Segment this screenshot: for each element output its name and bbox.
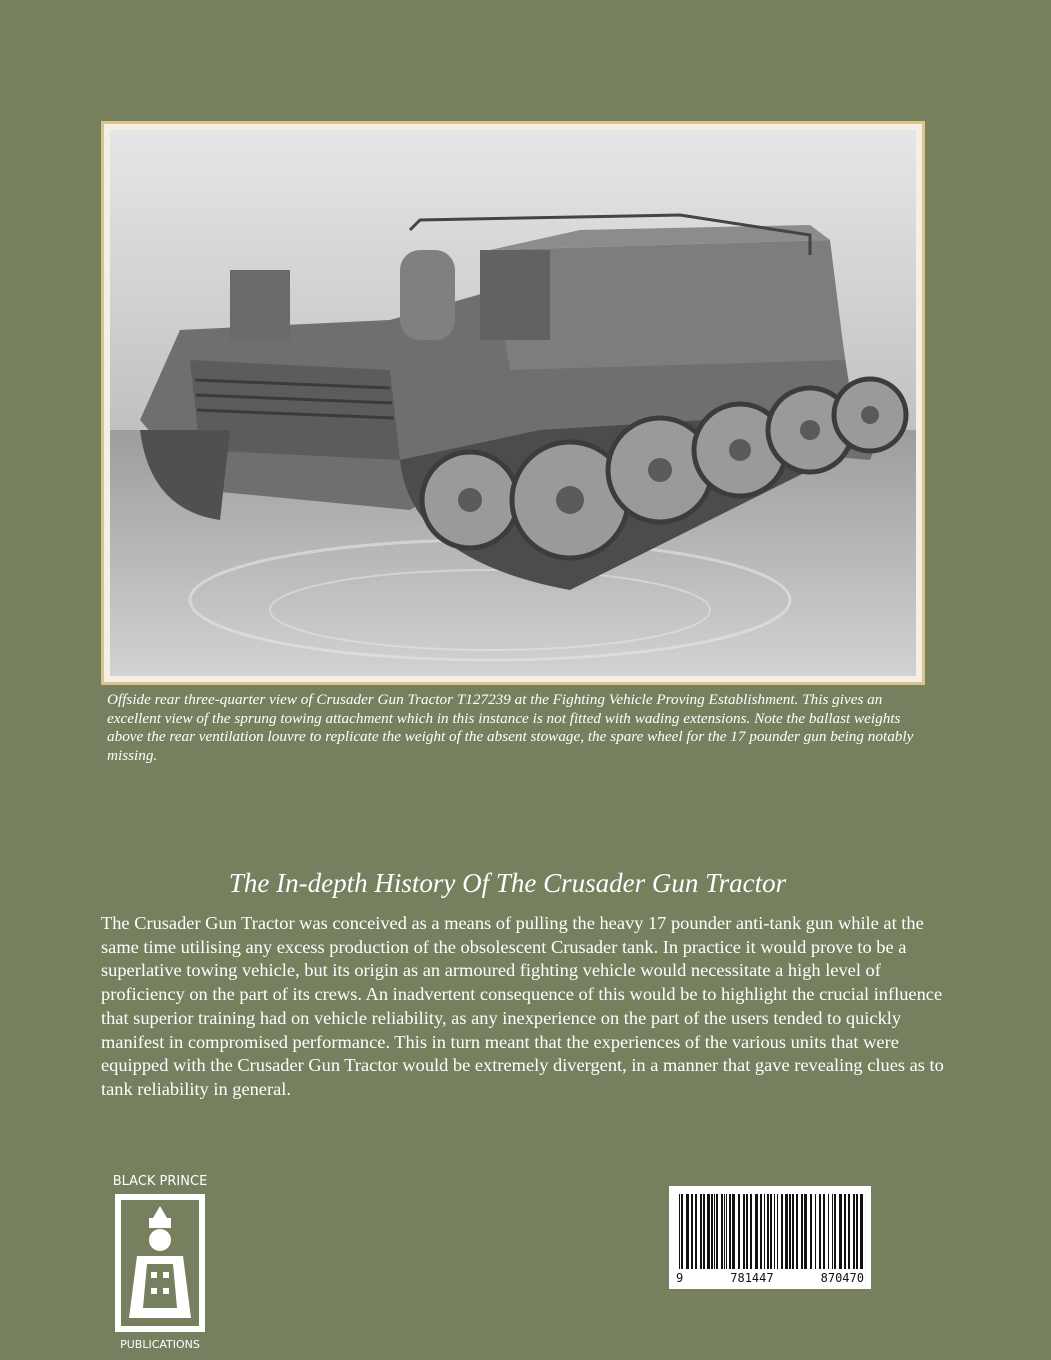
photo-frame xyxy=(101,121,925,685)
barcode-digit-first: 9 xyxy=(673,1271,686,1285)
barcode-digits-group2: 870470 xyxy=(818,1271,867,1285)
tank-photo xyxy=(110,130,916,676)
isbn-barcode xyxy=(669,1186,871,1289)
publisher-logo xyxy=(107,1168,213,1352)
logo-bottom-text: PUBLICATIONS xyxy=(120,1338,200,1351)
barcode-digits-group1: 781447 xyxy=(727,1271,776,1285)
body-paragraph: The Crusader Gun Tractor was conceived as a means of pulling the heavy 17 pounder anti-tank gun while at the same time utilising any excess production of the obsolescent Crusader tank. In practice it would prove to be a superlative towing vehicle, but its origin as an armoured fighting vehicle would necessitate a high level of proficiency on the part of its crews. An inadvertent consequence of this would be to highlight the crucial influence that superior training had on vehicle reliability, as any inexperience on the part of the users tended to quickly manifest in compromised performance. This in turn meant that the experiences of the various units that were equipped with the Crusader Gun Tractor would be extremely divergent, in a manner that gave revealing clues as to tank reliability in general. xyxy=(101,913,944,1099)
photo-caption: Offside rear three-quarter view of Crusader Gun Tractor T127239 at the Fighting Vehicle Proving Establishment. This gives an excellent view of the sprung towing attachment which in this instance is not fitted with wading extensions. Note the ballast weights above the rear ventilation louvre to replicate the weight of the absent stowage, the spare wheel for the 17 pounder gun being notably missing. xyxy=(107,691,914,764)
section-heading: The In-depth History Of The Crusader Gun Tractor xyxy=(228,868,787,898)
logo-top-text: BLACK PRINCE xyxy=(112,1174,208,1189)
